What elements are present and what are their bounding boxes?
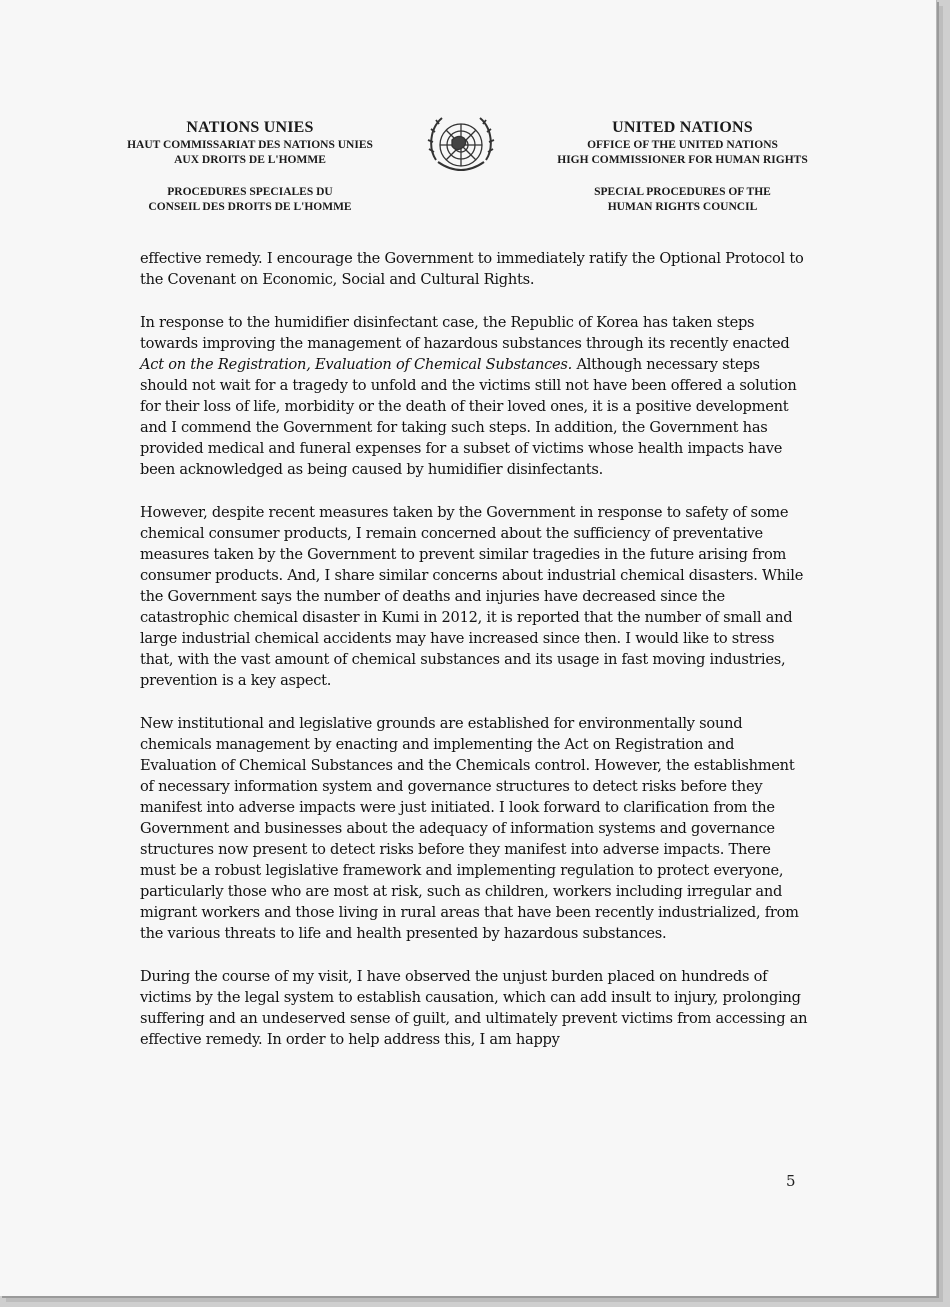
paragraph-2 (140, 312, 808, 480)
header-left-line3: PROCEDURES SPECIALES DU (167, 186, 333, 198)
header-right-line4: HUMAN RIGHTS COUNCIL (607, 201, 758, 213)
paragraph-4: New institutional and legislative grounds are established for environmentally sound chemicals management by enacting and implementing the Act on Registration and Evaluation of Chemical Substances and the Chemicals control. However, the establishment of necessary information system and governance structures to detect risks before they manifest into adverse impacts were just initiated. I look forward to clarification from the Government and businesses about the adequacy of information systems and governance structures now present to detect risks before they manifest into adverse impacts. There must be a robust legislative framework and implementing regulation to protect everyone, particularly those who are most at risk, such as children, workers including irregular and migrant workers and those living in rural areas that have been recently industrialized, from the various threats to life and health presented by hazardous substances. (140, 715, 799, 942)
paragraph-1: effective remedy. I encourage the Government to immediately ratify the Optional Protocol to the Covenant on Economic, Social and Cultural Rights. (140, 250, 804, 288)
paragraph-2-text-b: Although necessary steps should not wait for a tragedy to unfold and the victims still not have been offered a solution for their loss of life, morbidity or the death of their loved ones, it is a positive development and I commend the Government for taking such steps. In addition, the Government has provided medical and funeral expenses for a subset of victims whose health impacts have been acknowledged as being caused by humidifier disinfectants. (140, 356, 797, 478)
header-right-title: UNITED NATIONS (612, 119, 753, 136)
header-right-line1: OFFICE OF THE UNITED NATIONS (587, 139, 778, 151)
un-emblem-icon (424, 112, 498, 184)
paragraph-5: During the course of my visit, I have observed the unjust burden placed on hundreds of victims by the legal system to establish causation, which can add insult to injury, prolonging suffering and an undeserved sense of guilt, and ultimately prevent victims from accessing an effective remedy. In order to help address this, I am happy (140, 968, 808, 1048)
page-number: 5 (786, 1172, 796, 1190)
header-left-line4: CONSEIL DES DROITS DE L'HOMME (148, 201, 352, 213)
header-right-line3: SPECIAL PROCEDURES OF THE (594, 186, 771, 198)
document-body (140, 248, 808, 1072)
header-right-english (540, 118, 825, 215)
header-left-line1: HAUT COMMISSARIAT DES NATIONS UNIES (127, 139, 373, 151)
paragraph-2-text-a: In response to the humidifier disinfectant case, the Republic of Korea has taken steps towards improving the management of hazardous substances through its recently enacted (140, 314, 790, 352)
header-left-title: NATIONS UNIES (186, 119, 314, 136)
paragraph-3: However, despite recent measures taken by the Government in response to safety of some chemical consumer products, I remain concerned about the sufficiency of preventative measures taken by the Government to prevent similar tragedies in the future arising from consumer products. And, I share similar concerns about industrial chemical disasters. While the Government says the number of deaths and injuries have decreased since the catastrophic chemical disaster in Kumi in 2012, it is reported that the number of small and large industrial chemical accidents may have increased since then. I would like to stress that, with the vast amount of chemical substances and its usage in fast moving industries, prevention is a key aspect. (140, 504, 804, 689)
header-right-line2: HIGH COMMISSIONER FOR HUMAN RIGHTS (557, 154, 808, 166)
act-title-italic: Act on the Registration, Evaluation of Chemical Substances. (140, 356, 573, 373)
header-left-french (100, 118, 400, 215)
header-left-line2: AUX DROITS DE L'HOMME (174, 154, 326, 166)
